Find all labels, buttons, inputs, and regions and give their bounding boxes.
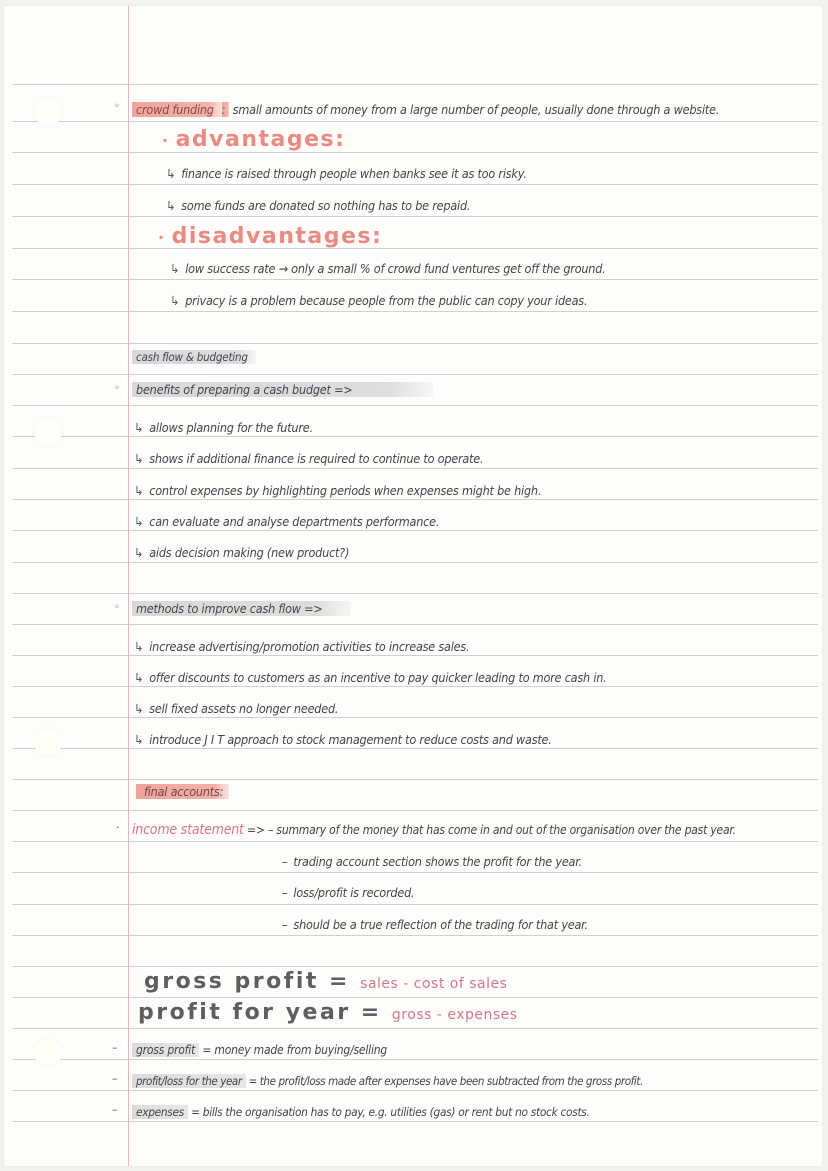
rule-line [12, 499, 818, 500]
bullet-icon: ◦ [114, 101, 120, 112]
rule-line [12, 152, 818, 153]
disadvantage-item [170, 261, 606, 276]
rule-line [12, 1028, 818, 1029]
rule-line [12, 311, 818, 312]
rule-line [12, 748, 818, 749]
advantage-item [166, 166, 527, 181]
benefit-text: can evaluate and analyse departments performance. [149, 514, 440, 529]
income-statement-point: loss/profit is recorded. [293, 885, 415, 900]
sub-arrow-icon: ↳ [134, 670, 144, 685]
rule-line [12, 997, 818, 998]
definition-term: profit/loss for the year [132, 1074, 246, 1088]
income-statement-line [132, 822, 736, 838]
crowd-funding-term: crowd funding [132, 102, 222, 117]
rule-line [12, 966, 818, 967]
formula-profit-for-year [138, 1000, 518, 1025]
bullet-icon: ◦ [114, 602, 120, 613]
advantage-text: some funds are donated so nothing has to be repaid. [181, 198, 471, 213]
advantages-heading-text: advantages: [175, 127, 346, 152]
disadvantage-item [170, 293, 587, 308]
cash-flow-section-title [132, 350, 256, 364]
sub-arrow-icon: ↳ [134, 639, 144, 654]
disadvantage-text: low success rate → only a small % of crowd fund ventures get off the ground. [185, 261, 606, 276]
definition-term: expenses [132, 1105, 188, 1119]
rule-line [12, 184, 818, 185]
rule-line [12, 935, 818, 936]
income-statement-point: should be a true reflection of the trading for that year. [293, 917, 588, 932]
benefit-text: aids decision making (new product?) [149, 545, 350, 560]
rule-line [12, 686, 818, 687]
rule-line [12, 810, 818, 811]
final-accounts-title [136, 784, 229, 799]
rule-line [12, 121, 818, 122]
income-statement-point: trading account section shows the profit for the year. [293, 854, 582, 869]
sub-arrow-icon: ↳ [134, 514, 144, 529]
method-item [134, 670, 607, 685]
bullet-icon: ◦ [114, 383, 120, 394]
dot-icon: · [162, 131, 170, 150]
rule-line [12, 1059, 818, 1060]
method-text: introduce J I T approach to stock management to reduce costs and waste. [149, 732, 552, 747]
rule-line [12, 1090, 818, 1091]
rule-line [12, 279, 818, 280]
punch-hole [34, 1038, 62, 1066]
dot-icon: · [116, 821, 120, 834]
rule-line [12, 374, 818, 375]
income-statement-subpoint [282, 854, 582, 869]
income-statement-term: income statement [132, 822, 244, 838]
rule-line [12, 405, 818, 406]
rule-line [12, 841, 818, 842]
definition-text: money made from buying/selling [214, 1043, 388, 1057]
crowd-funding-definition [132, 102, 719, 117]
methods-heading [132, 601, 351, 616]
rule-line [12, 717, 818, 718]
rule-line [12, 1121, 818, 1122]
margin-line [128, 6, 129, 1166]
benefit-item [134, 514, 439, 529]
dot-icon: · [158, 228, 166, 247]
method-item [134, 701, 338, 716]
definition-item: expenses = bills the organisation has to pay, e.g. utilities (gas) or rent but no stock costs. [132, 1105, 590, 1119]
definition-item: profit/loss for the year = the profit/loss made after expenses have been subtracted from the gross profit. [132, 1074, 643, 1088]
rule-line [12, 216, 818, 217]
dash-icon: – [112, 1103, 118, 1116]
formula-rhs: sales - cost of sales [360, 976, 508, 992]
advantages-heading [162, 127, 345, 152]
rule-line [12, 248, 818, 249]
rule-line [12, 593, 818, 594]
disadvantage-text: privacy is a problem because people from the public can copy your ideas. [185, 293, 588, 308]
rule-line [12, 84, 818, 85]
rule-line [12, 872, 818, 873]
sub-arrow-icon: ↳ [134, 701, 144, 716]
sub-arrow-icon: ↳ [134, 732, 144, 747]
definition-term: gross profit [132, 1043, 199, 1057]
rule-line [12, 624, 818, 625]
definition-text: bills the organisation has to pay, e.g. utilities (gas) or rent but no stock costs. [202, 1105, 590, 1119]
notebook-page [4, 6, 822, 1166]
formula-gross-profit [144, 969, 507, 994]
dash-icon: – [282, 854, 288, 869]
definition-item: gross profit = money made from buying/selling [132, 1043, 387, 1057]
dash-icon: – [282, 885, 288, 900]
formula-rhs: gross - expenses [391, 1007, 518, 1023]
sub-arrow-icon: ↳ [170, 261, 180, 276]
rule-line [12, 468, 818, 469]
dash-icon: – [112, 1041, 118, 1054]
punch-hole [34, 418, 62, 446]
benefit-item [134, 483, 541, 498]
benefit-item [134, 420, 313, 435]
rule-line [12, 779, 818, 780]
formula-lhs: gross profit = [144, 969, 350, 994]
method-text: increase advertising/promotion activities to increase sales. [149, 639, 470, 654]
benefit-item [134, 545, 349, 560]
rule-line [12, 343, 818, 344]
rule-line [12, 562, 818, 563]
methods-heading-text: methods to improve cash flow => [132, 601, 351, 616]
formula-lhs: profit for year = [138, 1000, 382, 1025]
term-separator: : [222, 102, 230, 117]
punch-hole [34, 98, 62, 126]
sub-arrow-icon: ↳ [170, 293, 180, 308]
punch-hole [34, 728, 62, 756]
crowd-funding-definition-text: small amounts of money from a large number of people, usually done through a website. [232, 102, 720, 117]
advantage-item [166, 198, 470, 213]
definition-text: the profit/loss made after expenses have been subtracted from the gross profit. [259, 1074, 643, 1088]
benefits-heading-text: benefits of preparing a cash budget => [132, 382, 433, 397]
benefit-item [134, 451, 483, 466]
disadvantages-heading [158, 224, 382, 249]
method-item [134, 639, 469, 654]
dash-icon: – [282, 917, 288, 932]
rule-line [12, 655, 818, 656]
method-item [134, 732, 552, 747]
rule-line [12, 904, 818, 905]
income-statement-point: summary of the money that has come in and out of the organisation over the past year. [276, 823, 736, 837]
cash-flow-section-title-text: cash flow & budgeting [132, 350, 256, 364]
sub-arrow-icon: ↳ [134, 451, 144, 466]
sub-arrow-icon: ↳ [166, 166, 176, 181]
dash-icon: – [267, 823, 274, 837]
sub-arrow-icon: ↳ [134, 420, 144, 435]
benefit-text: control expenses by highlighting periods when expenses might be high. [149, 483, 542, 498]
benefit-text: shows if additional finance is required to continue to operate. [149, 451, 484, 466]
rule-line [12, 530, 818, 531]
final-accounts-title-text: final accounts: [136, 784, 229, 799]
arrow-symbol: => [247, 823, 265, 837]
rule-line [12, 436, 818, 437]
advantage-text: finance is raised through people when banks see it as too risky. [181, 166, 527, 181]
sub-arrow-icon: ↳ [134, 483, 144, 498]
benefits-heading [132, 382, 433, 397]
income-statement-subpoint [282, 885, 414, 900]
method-text: sell fixed assets no longer needed. [149, 701, 339, 716]
dash-icon: – [112, 1072, 118, 1085]
income-statement-subpoint [282, 917, 588, 932]
method-text: offer discounts to customers as an incentive to pay quicker leading to more cash in. [149, 670, 607, 685]
benefit-text: allows planning for the future. [149, 420, 313, 435]
sub-arrow-icon: ↳ [134, 545, 144, 560]
sub-arrow-icon: ↳ [166, 198, 176, 213]
disadvantages-heading-text: disadvantages: [171, 224, 383, 249]
